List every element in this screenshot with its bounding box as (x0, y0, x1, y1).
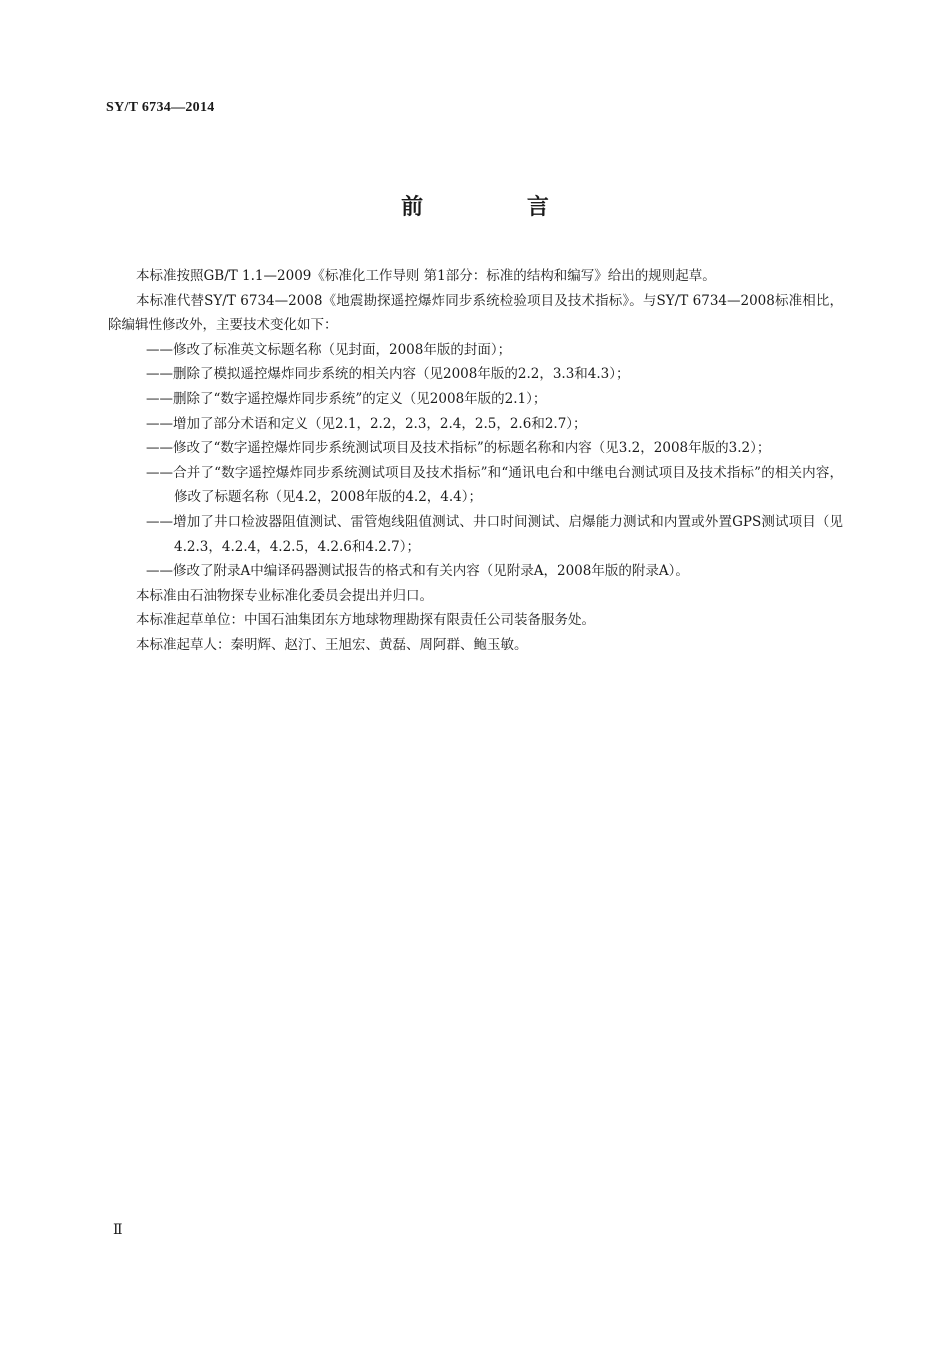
change-item: ——修改了“数字遥控爆炸同步系统测试项目及技术指标”的标题名称和内容（见3.2，2008年版的3.2）； (146, 440, 771, 457)
paragraph-drafters: 本标准起草人：秦明辉、赵汀、王旭宏、黄磊、周阿群、鲍玉敏。 (136, 636, 528, 653)
change-item: ——增加了井口检波器阻值测试、雷管炮线阻值测试、井口时间测试、启爆能力测试和内置或外置GPS测试项目（见4.2.3，4.2.4，4.2.5，4.2.6和4.2.7）； (146, 513, 843, 555)
paragraph-replacement: 本标准代替SY/T 6734—2008《地震勘探遥控爆炸同步系统检验项目及技术指标》。与SY/T 6734—2008标准相比，除编辑性修改外，主要技术变化如下： (108, 292, 843, 334)
change-item: ——修改了标准英文标题名称（见封面，2008年版的封面）； (146, 341, 512, 358)
page-number: Ⅱ (113, 1223, 123, 1238)
change-item: ——删除了模拟遥控爆炸同步系统的相关内容（见2008年版的2.2，3.3和4.3）； (146, 366, 630, 383)
paragraph-proposer: 本标准由石油物探专业标准化委员会提出并归口。 (136, 587, 433, 604)
foreword-body (108, 264, 843, 658)
standard-number-header: SY/T 6734—2014 (106, 100, 215, 115)
page-title: 前 言 (401, 195, 597, 220)
paragraph-drafting-rules: 本标准按照GB/T 1.1—2009《标准化工作导则 第1部分：标准的结构和编写》给出的规则起草。 (136, 268, 716, 284)
change-item: ——修改了附录A中编译码器测试报告的格式和有关内容（见附录A，2008年版的附录A）。 (146, 563, 689, 580)
change-item: ——合并了“数字遥控爆炸同步系统测试项目及技术指标”和“通讯电台和中继电台测试项目及技术指标”的相关内容，修改了标题名称（见4.2，2008年版的4.2，4.4）； (146, 464, 843, 506)
change-item: ——删除了“数字遥控爆炸同步系统”的定义（见2008年版的2.1）； (146, 390, 547, 407)
paragraph-drafting-unit: 本标准起草单位：中国石油集团东方地球物理勘探有限责任公司装备服务处。 (136, 612, 595, 629)
change-item: ——增加了部分术语和定义（见2.1，2.2，2.3，2.4，2.5，2.6和2.7）； (146, 415, 587, 432)
